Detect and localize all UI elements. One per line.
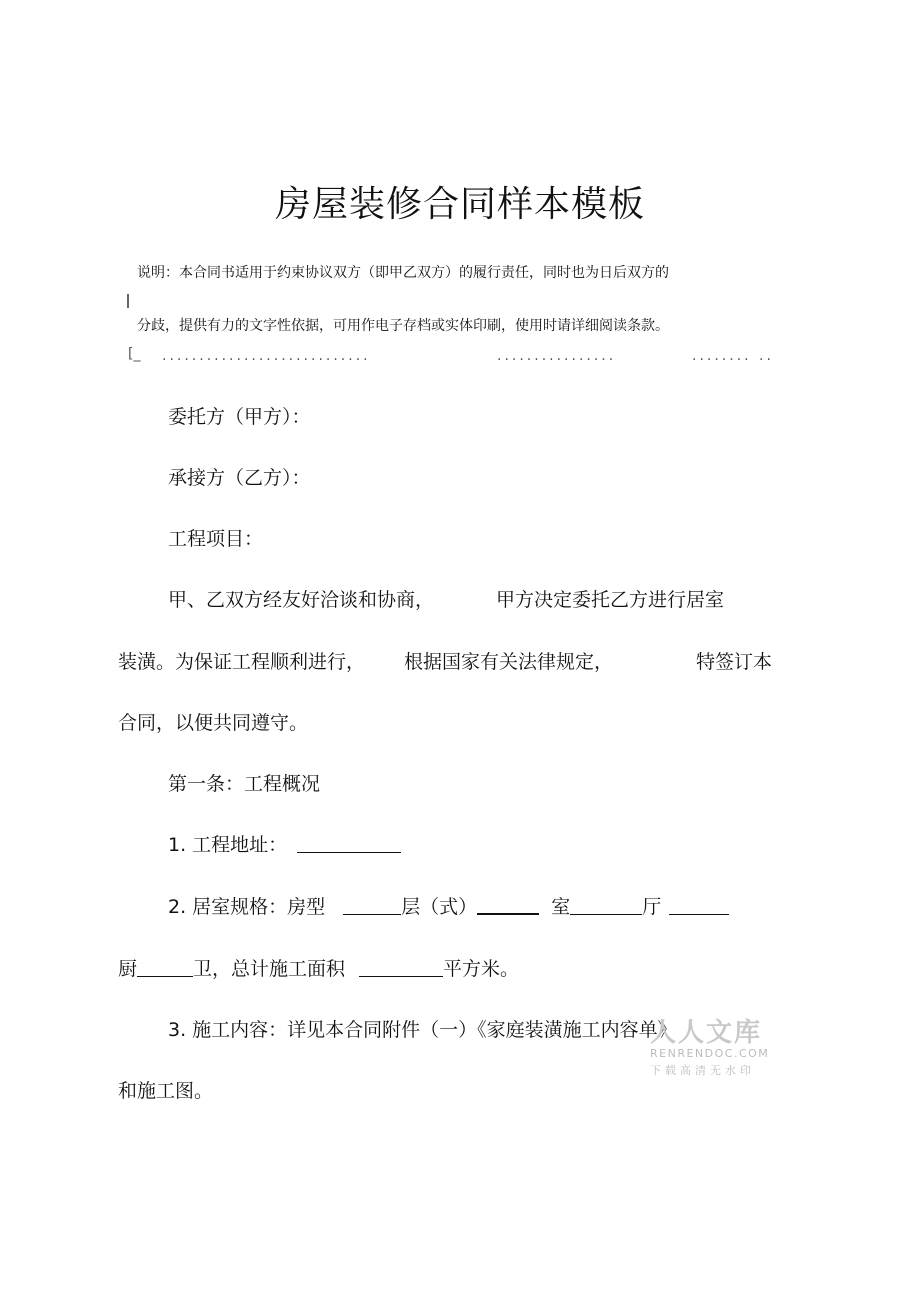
content-item-line-1: 3. 施工内容：详见本合同附件（一）《家庭装潢施工内容单》: [168, 1019, 677, 1041]
room-label: 室: [551, 896, 571, 918]
address-item: [168, 830, 401, 857]
article-1-heading: 第一条：工程概况: [168, 773, 321, 795]
spec-item-line-2: [118, 954, 519, 981]
spec-item-line-1: [168, 892, 729, 919]
floor-label: 层（式）: [401, 896, 478, 918]
hall-label: 厅: [642, 896, 662, 918]
area-blank: [359, 958, 443, 977]
kitchen-blank: [137, 958, 193, 977]
note-bracket: [_: [128, 346, 141, 362]
note-line-1: 说明：本合同书适用于约束协议双方（即甲乙双方）的履行责任，同时也为日后双方的: [137, 265, 669, 281]
dotted-rule-3: ........ ..: [692, 348, 774, 364]
project-label: 工程项目：: [168, 528, 264, 550]
document-title: 房屋装修合同样本模板: [274, 184, 645, 225]
intro-line-1b: 甲方决定委托乙方进行居室: [496, 589, 725, 611]
dotted-rule-2: ................: [497, 348, 617, 364]
note-line-2: 分歧，提供有力的文字性依据，可用作电子存档或实体印刷，使用时请详细阅读条款。: [137, 318, 669, 334]
watermark-url: RENRENDOC.COM: [650, 1047, 770, 1060]
address-blank: [297, 834, 401, 853]
content-item-line-2: 和施工图。: [118, 1080, 214, 1102]
watermark-subtitle: 下载高清无水印: [650, 1064, 755, 1077]
party-b-label: 承接方（乙方）：: [168, 467, 311, 489]
intro-line-2b: 根据国家有关法律规定，: [404, 651, 614, 673]
bath-area-label: 卫，总计施工面积: [193, 958, 346, 980]
kitchen-label: 厨: [118, 958, 138, 980]
spec-label: 2. 居室规格：房型: [168, 896, 326, 918]
floor-blank: [343, 896, 401, 915]
dotted-rule-1: ............................: [162, 348, 371, 364]
address-label: 1. 工程地址：: [168, 834, 288, 856]
margin-bar: [127, 294, 129, 308]
watermark-logo-text: 人人文库: [650, 1018, 763, 1048]
intro-line-1a: 甲、乙双方经友好洽谈和协商，: [168, 589, 435, 611]
party-a-label: 委托方（甲方）：: [168, 406, 311, 428]
area-unit-label: 平方米。: [443, 958, 520, 980]
intro-line-2c: 特签订本: [696, 651, 773, 673]
intro-line-2a: 装潢。为保证工程顺利进行，: [118, 651, 366, 673]
room-blank: [570, 896, 642, 915]
type-blank: [477, 895, 539, 915]
hall-blank: [669, 896, 729, 915]
intro-line-3: 合同，以便共同遵守。: [118, 712, 309, 734]
